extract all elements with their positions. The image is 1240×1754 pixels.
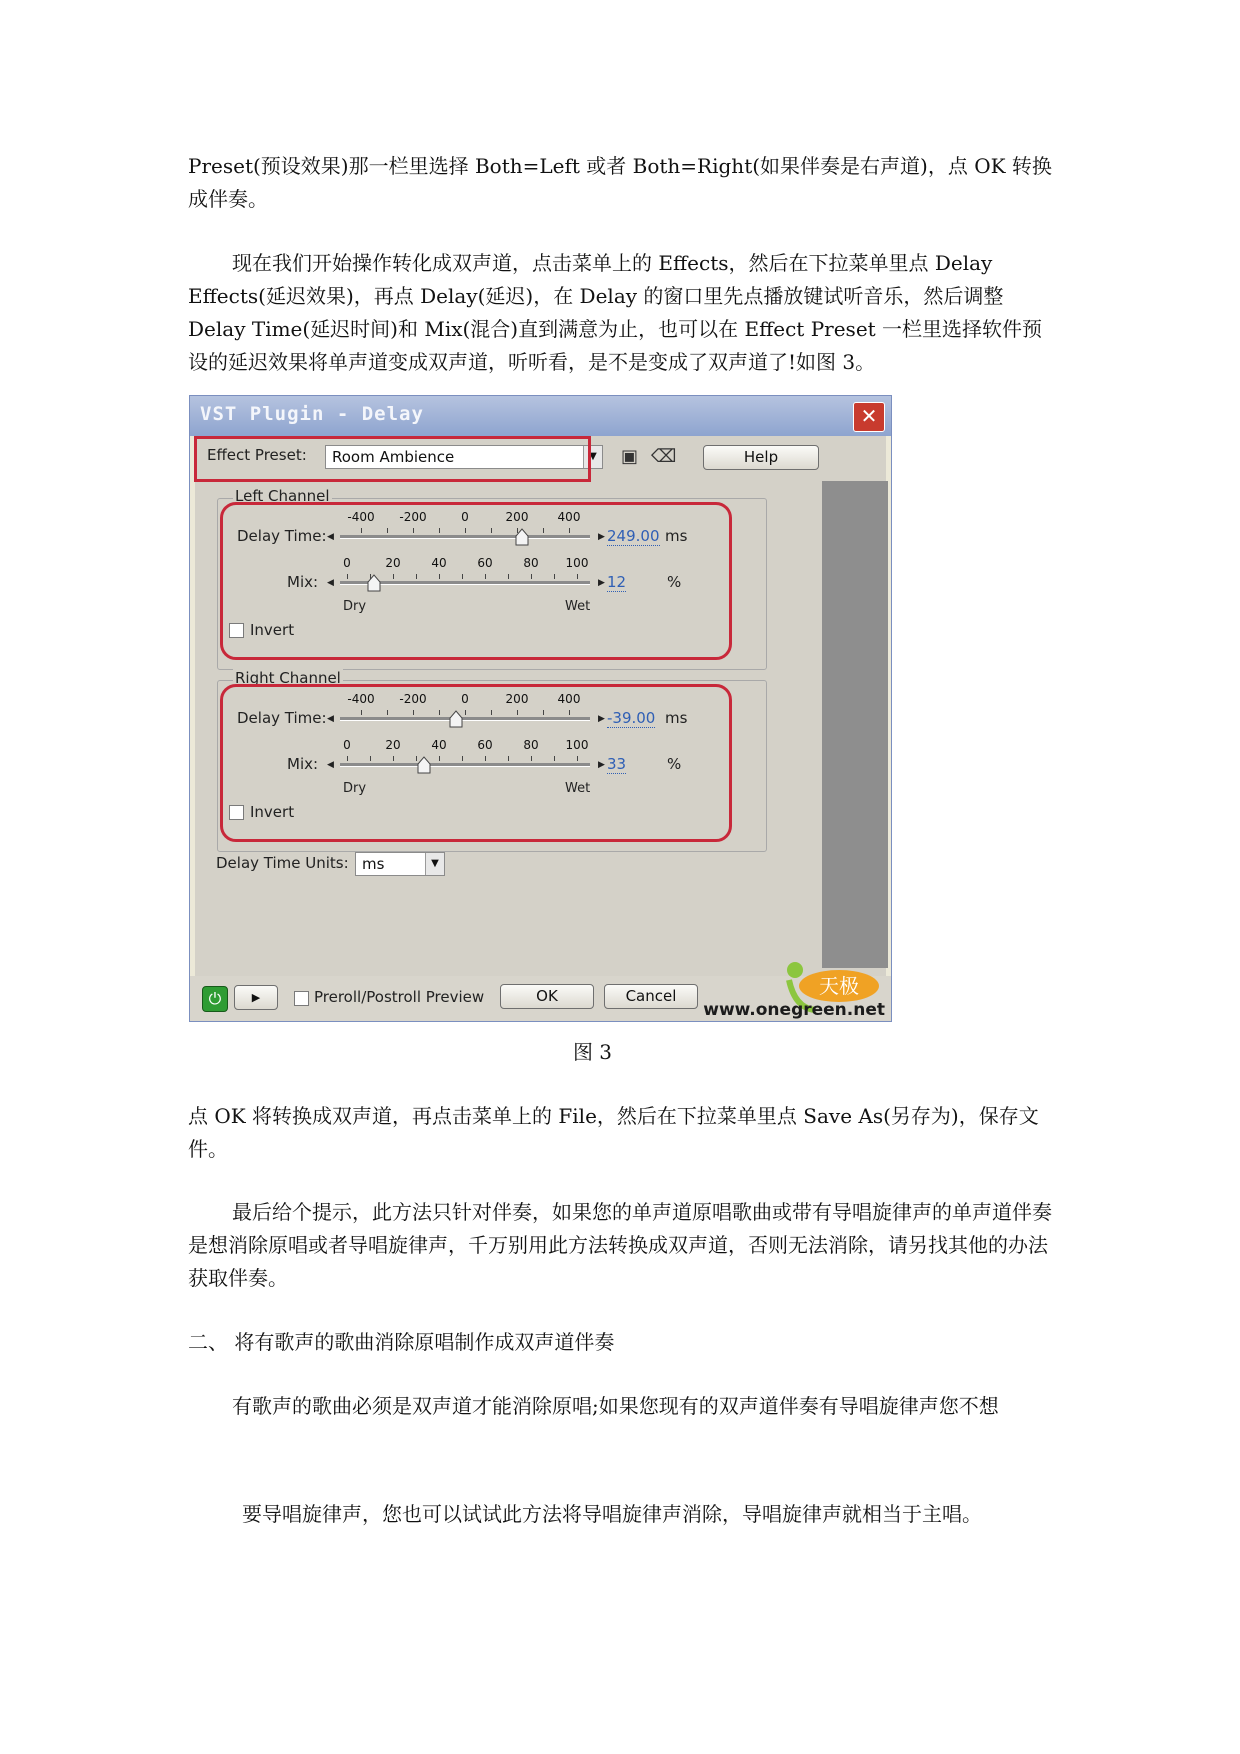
right-mix-unit: % [667,755,682,773]
right-invert-checkbox [229,805,244,820]
tick-label: 80 [523,738,539,752]
section-heading: 二、 将有歌声的歌曲消除原唱制作成双声道伴奏 [188,1330,615,1354]
tick-label: -400 [347,692,375,706]
left-mix-thumb [367,574,381,592]
side-panel [822,481,888,968]
tick-label: 60 [477,556,493,570]
tick-label: 0 [343,556,351,570]
left-invert-label: Invert [250,621,295,639]
delete-preset-icon: ⌫ [651,446,677,467]
help-button: Help [703,445,819,470]
effect-preset-label: Effect Preset: [207,446,307,464]
left-mix-unit: % [667,573,682,591]
right-delay-unit: ms [665,709,688,727]
right-dry-label: Dry [343,781,367,796]
left-delay-unit: ms [665,527,688,545]
tick-label: 0 [461,692,469,706]
tick-label: 400 [557,510,581,524]
ok-button: OK [500,984,594,1009]
left-channel-title: Left Channel [235,487,330,505]
tick-label: 0 [461,510,469,524]
left-delay-dec-icon: ◀ [327,532,334,542]
chevron-down-icon: ▼ [583,446,602,468]
left-mix-dec-icon: ◀ [327,578,334,588]
tick-label: 20 [385,556,401,570]
left-invert-checkbox [229,623,244,638]
power-icon: ⏻ [202,986,228,1012]
tick-label: 80 [523,556,539,570]
delay-units-value: ms [362,855,385,873]
close-icon: ✕ [853,402,885,432]
left-delay-label: Delay Time: [237,527,327,545]
play-button: ▶ [234,985,278,1010]
left-mix-value: 12 [607,573,627,591]
chevron-down-icon: ▼ [425,853,444,875]
right-mix-inc-icon: ▶ [598,760,605,770]
delay-dialog-screenshot [189,395,892,1022]
left-wet-label: Wet [565,599,591,614]
tick-label: 100 [565,556,589,570]
tick-label: -200 [399,510,427,524]
right-delay-thumb [449,710,463,728]
delay-units-label: Delay Time Units: [216,854,349,872]
tick-label: 0 [343,738,351,752]
tick-label: 400 [557,692,581,706]
right-wet-label: Wet [565,781,591,796]
tick-label: 60 [477,738,493,752]
right-delay-dec-icon: ◀ [327,714,334,724]
right-channel-title: Right Channel [235,669,341,687]
delay-units-select [355,852,445,876]
tick-label: 200 [505,692,529,706]
left-dry-label: Dry [343,599,367,614]
tick-label: 20 [385,738,401,752]
right-delay-value: -39.00 [607,709,656,727]
dialog-titlebar [190,396,891,436]
figure-caption: 图 3 [572,1040,613,1064]
dialog-bottom-bar [190,976,891,1022]
right-mix-thumb [417,756,431,774]
tick-label: 200 [505,510,529,524]
paragraph-1: Preset(预设效果)那一栏里选择 Both=Left 或者 Both=Right(如果伴奏是右声道)，点 OK 转换成伴奏。 [188,154,1052,211]
right-mix-dec-icon: ◀ [327,760,334,770]
cancel-button: Cancel [604,984,698,1009]
paragraph-2: 现在我们开始操作转化成双声道，点击菜单上的 Effects，然后在下拉菜单里点 Delay Effects(延迟效果)，再点 Delay(延迟)，在 Delay 的窗口里先点播放键试听音乐，然后调整 Delay Time(延迟时间)和 Mix(混合)直到满意为止，也可以在 Effect Preset 一栏里选择软件预设的延迟效果将单声道变成双声道，听听看，是不是变成了双声道了!如图 3。 [188,251,1043,374]
paragraph-7: 要导唱旋律声，您也可以试试此方法将导唱旋律声消除，导唱旋律声就相当于主唱。 [242,1502,982,1526]
dialog-title: VST Plugin - Delay [200,403,424,425]
tick-label: -400 [347,510,375,524]
preroll-checkbox [294,991,309,1006]
right-delay-label: Delay Time: [237,709,327,727]
watermark-cn: 天极 [819,974,859,998]
effect-preset-value: Room Ambience [332,448,455,466]
left-mix-label: Mix: [287,573,319,591]
right-delay-track [340,717,590,721]
paragraph-6: 有歌声的歌曲必须是双声道才能消除原唱;如果您现有的双声道伴奏有导唱旋律声您不想 [232,1394,999,1418]
watermark-url: www.onegreen.net [703,1000,885,1020]
paragraph-3: 点 OK 将转换成双声道，再点击菜单上的 File，然后在下拉菜单里点 Save As(另存为)，保存文件。 [188,1104,1039,1161]
left-delay-thumb [515,528,529,546]
tick-label: 100 [565,738,589,752]
right-mix-value: 33 [607,755,627,773]
tick-label: -200 [399,692,427,706]
left-delay-track [340,535,590,539]
tick-label: 40 [431,556,447,570]
dialog-body [195,436,886,976]
left-delay-value: 249.00 [607,527,660,545]
left-delay-inc-icon: ▶ [598,532,605,542]
preset-highlight [194,436,591,482]
tick-label: 40 [431,738,447,752]
right-delay-inc-icon: ▶ [598,714,605,724]
paragraph-4: 最后给个提示，此方法只针对伴奏，如果您的单声道原唱歌曲或带有导唱旋律声的单声道伴奏是想消除原唱或者导唱旋律声，千万别用此方法转换成双声道，否则无法消除，请另找其他的办法获取伴奏。 [188,1200,1052,1290]
right-mix-track [340,763,590,767]
save-preset-icon: ▣ [621,446,639,467]
left-mix-inc-icon: ▶ [598,578,605,588]
right-mix-label: Mix: [287,755,319,773]
preroll-label: Preroll/Postroll Preview [314,988,485,1006]
right-invert-label: Invert [250,803,295,821]
